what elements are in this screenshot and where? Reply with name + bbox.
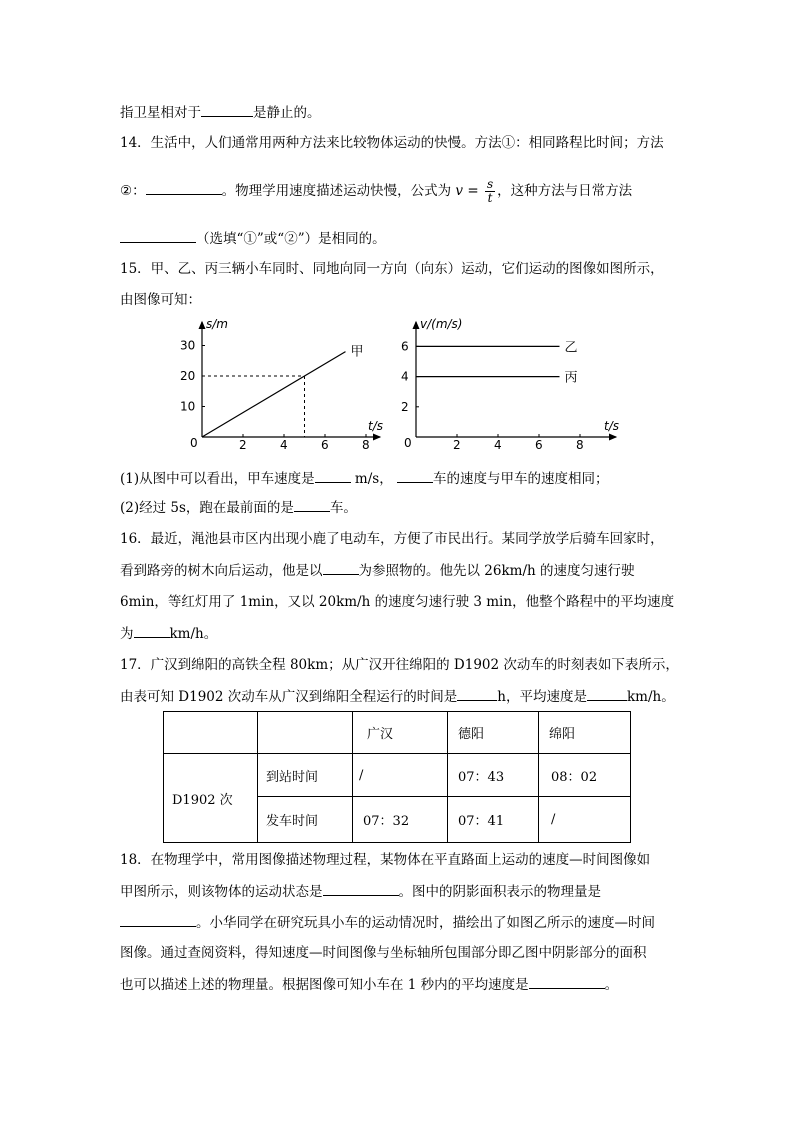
q17-blank-2[interactable] — [587, 686, 627, 701]
q18-line2: 甲图所示，则该物体的运动状态是 。图中的阴影面积表示的物理量是 — [120, 881, 601, 902]
train-number: D1902 次 — [164, 754, 258, 843]
q15-sub2: (2)经过 5s，跑在最前面的是 车。 — [120, 497, 357, 518]
x-tick-label: 6 — [321, 438, 329, 452]
series-label: 丙 — [564, 370, 578, 386]
depart-3: / — [539, 797, 631, 843]
q13-blank[interactable] — [201, 102, 253, 117]
q15-sub1: (1)从图中可以看出，甲车速度是 m/s， 车的速度与甲车的速度相同； — [120, 468, 609, 489]
chart-st — [170, 315, 383, 465]
q18-blank-1[interactable] — [323, 881, 399, 896]
arrive-3: 08：02 — [539, 754, 631, 797]
q16-blank-2[interactable] — [134, 623, 170, 638]
y-tick-label: 30 — [180, 338, 196, 353]
q15-blank-1[interactable] — [315, 468, 351, 483]
table-row — [164, 754, 631, 797]
y-tick-label: 4 — [401, 369, 409, 384]
q15-blank-2[interactable] — [397, 468, 433, 483]
arrive-label: 到站时间 — [258, 754, 353, 797]
station-3: 绵阳 — [539, 712, 631, 754]
x-tick-label: 2 — [453, 438, 461, 452]
q18-line3: 。小华同学在研究玩具小车的运动情况时，描绘出了如图乙所示的速度—时间 — [120, 912, 655, 933]
y-tick-label: 20 — [180, 369, 196, 383]
depart-1: 07：32 — [353, 797, 448, 843]
x-tick-label: 2 — [239, 438, 247, 452]
origin-label: 0 — [404, 436, 412, 450]
y-axis-label: s/m — [206, 317, 228, 331]
station-1: 广汉 — [353, 712, 448, 754]
q18-blank-3[interactable] — [529, 974, 605, 989]
q15-line2: 由图像可知： — [120, 292, 201, 308]
x-tick-label: 8 — [576, 438, 584, 452]
q14-line3: （选填“①”或“②”）是相同的。 — [120, 228, 386, 249]
x-tick-label: 4 — [494, 438, 502, 452]
q16-line1: 16．最近，渑池县市区内出现小鹿了电动车，方便了市民出行。某同学放学后骑车回家时， — [120, 531, 664, 547]
table-row — [164, 712, 631, 754]
arrive-2: 07：43 — [448, 754, 539, 797]
timetable — [163, 711, 631, 843]
q14-line1: 14．生活中，人们通常用两种方法来比较物体运动的快慢。方法①：相同路程比时间；方法 — [120, 135, 664, 151]
y-tick-label: 2 — [401, 399, 409, 414]
q16-line3: 6min，等红灯用了 1min，又以 20km/h 的速度匀速行驶 3 min，他整个路程中的平均速度 — [120, 594, 675, 610]
q15-blank-3[interactable] — [294, 497, 330, 512]
y-tick-label: 10 — [180, 399, 196, 414]
y-tick-label: 6 — [401, 339, 409, 354]
series-label: 甲 — [350, 344, 364, 360]
y-axis-label: v/(m/s) — [420, 317, 463, 331]
formula-v: v — [455, 183, 464, 199]
q18-line4: 图像。通过查阅资料，得知速度—时间图像与坐标轴所包围部分即乙图中阴影部分的面积 — [120, 945, 647, 961]
q16-blank-1[interactable] — [323, 560, 359, 575]
x-axis-label: t/s — [604, 419, 619, 433]
station-2: 德阳 — [448, 712, 539, 754]
q18-blank-2[interactable] — [120, 912, 196, 927]
q16-line2: 看到路旁的树木向后运动，他是以 为参照物的。他先以 26km/h 的速度匀速行驶 — [120, 560, 635, 581]
q14-blank-2[interactable] — [120, 228, 196, 243]
depart-2: 07：41 — [448, 797, 539, 843]
q13-tail: 指卫星相对于 是静止的。 — [120, 102, 321, 123]
q17-blank-1[interactable] — [457, 686, 497, 701]
q18-line1: 18．在物理学中，常用图像描述物理过程，某物体在平直路面上运动的速度—时间图像如 — [120, 852, 651, 868]
x-tick-label: 6 — [535, 438, 543, 452]
depart-label: 发车时间 — [258, 797, 353, 843]
q17-line2: 由表可知 D1902 次动车从广汉到绵阳全程运行的时间是 h，平均速度是 km/h。 — [120, 686, 675, 707]
speed-formula-fraction: $\frac{s}{t}$ — [486, 177, 494, 205]
q15-line1: 15．甲、乙、丙三辆小车同时、同地向同一方向（向东）运动，它们运动的图像如图所示， — [120, 261, 664, 277]
series-line — [202, 352, 346, 437]
x-axis-label: t/s — [368, 419, 383, 433]
x-tick-label: 4 — [280, 438, 288, 452]
series-label: 乙 — [564, 340, 578, 356]
origin-label: 0 — [190, 436, 198, 450]
q17-line1: 17．广汉到绵阳的高铁全程 80km；从广汉开往绵阳的 D1902 次动车的时刻表如下表所示， — [120, 657, 679, 673]
q18-line5: 也可以描述上述的物理量。根据图像可知小车在 1 秒内的平均速度是 。 — [120, 974, 618, 995]
q14-blank-1[interactable] — [146, 180, 222, 195]
x-tick-label: 8 — [362, 438, 370, 452]
arrive-1: / — [353, 754, 448, 797]
q16-line4: 为 km/h。 — [120, 623, 217, 644]
q14-line2: ②： 。物理学用速度描述运动快慢，公式为 v = $\frac{s}{t}$ ，这种方法与日常方法 — [120, 177, 633, 205]
chart-vt — [390, 315, 620, 465]
